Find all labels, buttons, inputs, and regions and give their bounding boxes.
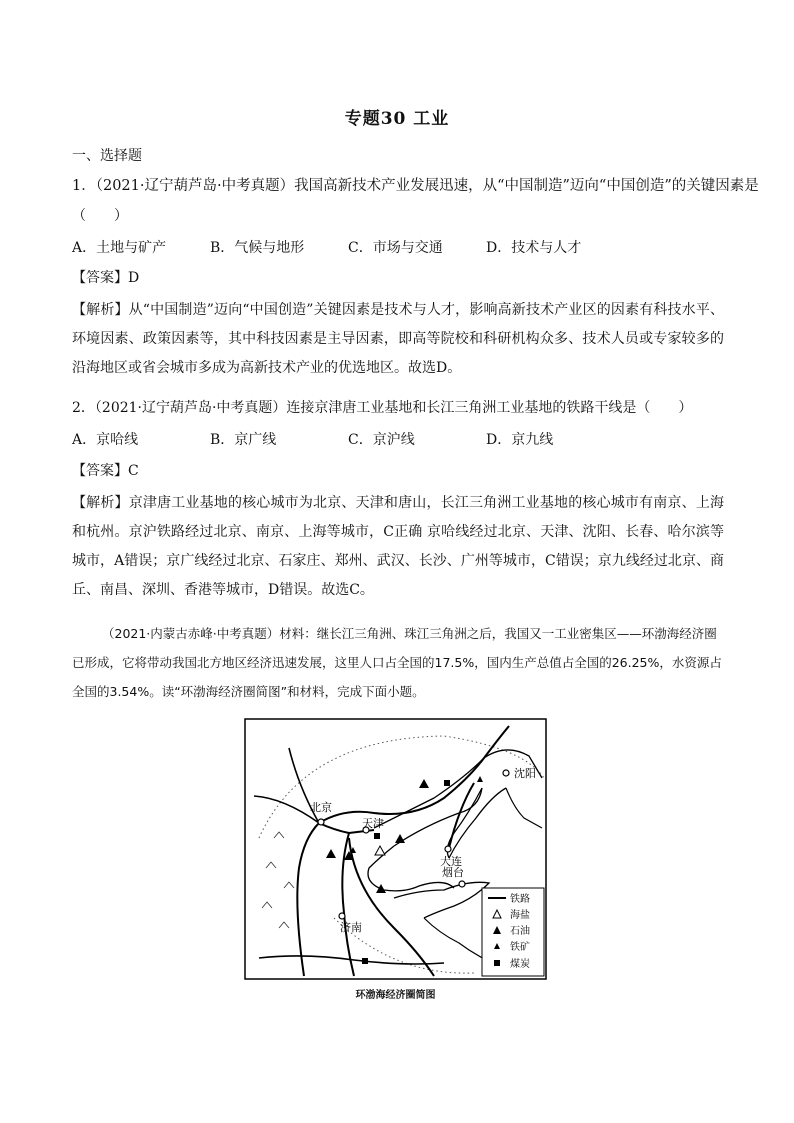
map-caption: 环渤海经济圈简图 (355, 990, 436, 1001)
city-label-tianjin: 天津 (362, 817, 384, 830)
city-label-jinan: 济南 (340, 921, 362, 934)
question-2-option-d: D．京九线 (486, 432, 554, 448)
bohai-map-svg (244, 718, 547, 980)
bohai-map (244, 718, 547, 980)
question-1-option-b: B．气候与地形 (210, 240, 305, 256)
material-paragraph: （2021·内蒙古赤峰·中考真题）材料：继长江三角洲、珠江三角洲之后，我国又一工业密集区——环渤海经济圈已形成，它将带动我国北方地区经济迅速发展，这里人口占全国的17.5%，国内生产总值占全国的26.25%，水资源占全国的3.54%。读“环渤海经济圈简图”和材料，完成下面小题。 (72, 626, 722, 699)
city-label-shenyang: 沈阳 (514, 767, 536, 780)
question-1-option-d: D．技术与人才 (486, 240, 582, 256)
legend-iron-ore: 铁矿 (510, 942, 530, 953)
legend-sea-salt: 海盐 (510, 910, 530, 921)
page-title: 专题30 工业 (344, 109, 450, 129)
section-heading: 一、选择题 (72, 148, 142, 164)
question-1-blank: （ ） (72, 208, 128, 224)
question-2-option-a: A．京哈线 (72, 432, 139, 448)
coal-icon (362, 958, 368, 964)
question-2-option-c: C．京沪线 (348, 432, 415, 448)
question-2-option-b: B．京广线 (210, 432, 277, 448)
question-2-stem: 2．（2021·辽宁葫芦岛·中考真题）连接京津唐工业基地和长江三角洲工业基地的铁路干线是（ ） (72, 400, 693, 416)
city-label-yantai: 烟台 (442, 866, 464, 879)
question-2-answer: 【答案】C (72, 463, 139, 479)
coal-icon (374, 833, 380, 839)
question-1-analysis: 【解析】从“中国制造”迈向“中国创造”关键因素是技术与人才，影响高新技术产业区的因素有科技水平、环境因素、政策因素等，其中科技因素是主导因素，即高等院校和科研机构众多、技术人员或专家较多的沿海地区或省会城市多成为高新技术产业的优选地区。故选D。 (72, 302, 724, 376)
question-1-option-a: A．土地与矿产 (72, 240, 167, 256)
coal-icon (444, 780, 450, 786)
legend-railway: 铁路 (510, 894, 530, 905)
question-1-stem: 1．（2021·辽宁葫芦岛·中考真题）我国高新技术产业发展迅速，从“中国制造”迈向“中国创造”的关键因素是 (72, 178, 759, 194)
city-label-beijing: 北京 (310, 801, 332, 814)
city-label-dalian: 大连 (440, 855, 462, 868)
legend-petroleum: 石油 (510, 926, 530, 937)
question-2-analysis: 【解析】京津唐工业基地的核心城市为北京、天津和唐山，长江三角洲工业基地的核心城市有南京、上海和杭州。京沪铁路经过北京、南京、上海等城市，C正确 京哈线经过北京、天津、沈阳、长春、哈尔滨等城市，A错误；京广线经过北京、石家庄、郑州、武汉、长沙、广州等城市，C错误；京九线经过北京、商丘、南昌、深圳、香港等城市，D错误。故选C。 (72, 495, 724, 598)
legend-coal: 煤炭 (510, 959, 530, 970)
question-1-option-c: C．市场与交通 (348, 240, 443, 256)
question-1-answer: 【答案】D (72, 270, 140, 286)
